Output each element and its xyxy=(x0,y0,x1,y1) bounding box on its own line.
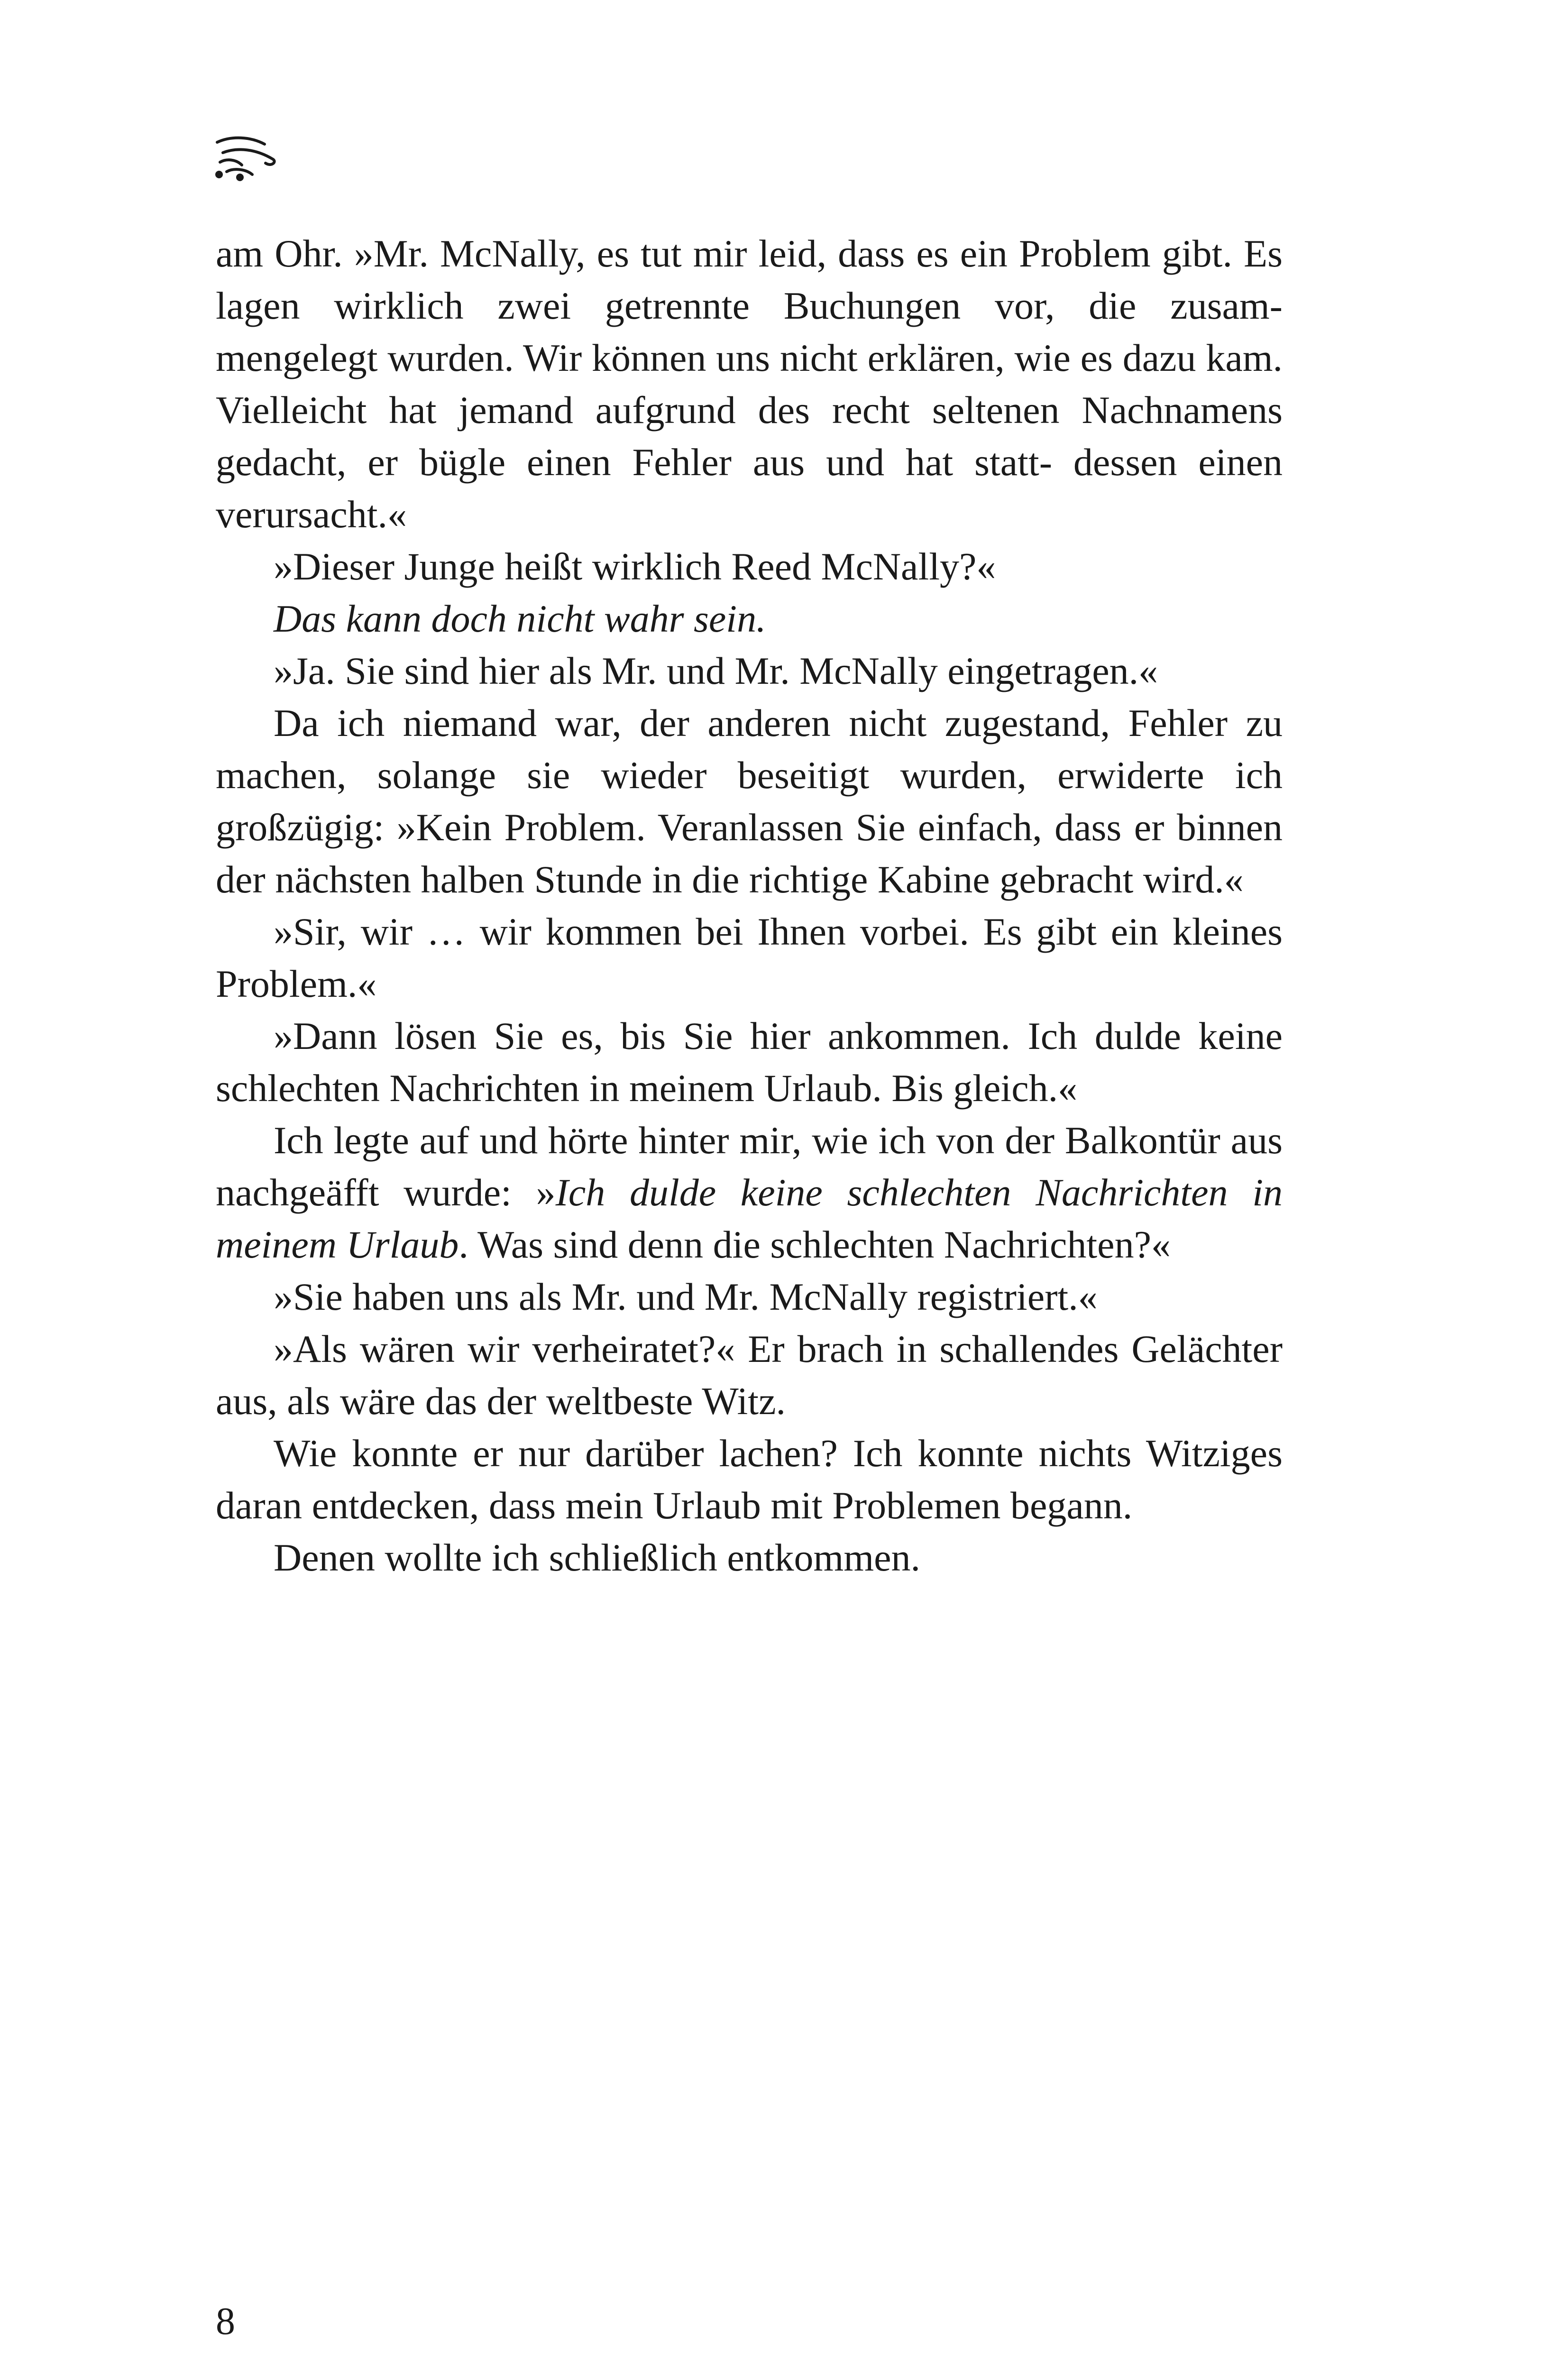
paragraph-5 xyxy=(216,697,1283,906)
page-number: 8 xyxy=(216,2299,235,2343)
italic-quote: Nachrichten in meinem Urlaub xyxy=(216,1171,1283,1266)
text-line: am Ohr. »Mr. McNally, es tut mir leid, dass es ein Problem gibt. xyxy=(216,232,1232,275)
text-line: dessen einen verursacht.« xyxy=(216,441,1283,536)
text-line: Es lagen wirklich zwei getrennte Buchungen vor, die zusam- xyxy=(216,232,1283,327)
text-line: »Ja. Sie sind hier als Mr. und Mr. McNally eingetragen.« xyxy=(274,649,1158,692)
paragraph-2 xyxy=(216,541,1283,593)
text-line: mengelegt wurden. Wir können uns nicht erklären, wie es xyxy=(216,336,1113,379)
italic-line: Das kann doch nicht wahr sein. xyxy=(274,597,766,640)
text-line: zu machen, solange sie wieder beseitigt wurden, erwiderte ich xyxy=(216,701,1283,797)
text-line: begann. xyxy=(1010,1484,1133,1527)
text-line: binnen der nächsten halben Stunde in die richtige Kabine xyxy=(216,806,1283,901)
text-line: Balkontür aus nachgeäfft wurde: » xyxy=(216,1119,1283,1214)
text-line: gebracht wird.« xyxy=(999,858,1244,901)
paragraph-12 xyxy=(216,1532,1283,1584)
text-line: großzügig: »Kein Problem. Veranlassen Sie einfach, dass er xyxy=(216,806,1165,849)
text-line: schlechten Nachrichten in meinem Urlaub. Bis gleich.« xyxy=(216,1066,1078,1110)
text-line: Witziges daran entdecken, dass mein Urlaub mit Problemen xyxy=(216,1432,1283,1527)
body-text xyxy=(216,228,1283,1584)
text-line: »Sir, wir … wir kommen bei Ihnen vorbei. Es gibt ein xyxy=(274,910,1158,953)
italic-quote: Ich dulde keine schlechten xyxy=(555,1171,1011,1214)
text-line: kleines Problem.« xyxy=(216,910,1283,1005)
text-line: »Dann lösen Sie es, bis Sie hier ankommen. Ich dulde keine xyxy=(274,1014,1283,1057)
paragraph-3 xyxy=(216,593,1283,645)
text-line: Nachrichten?« xyxy=(944,1223,1171,1266)
paragraph-10 xyxy=(216,1323,1283,1427)
text-line: Gelächter aus, als wäre das der weltbeste Witz. xyxy=(216,1327,1283,1423)
text-line: »Sie haben uns als Mr. und Mr. McNally registriert.« xyxy=(274,1275,1098,1318)
paragraph-11 xyxy=(216,1427,1283,1532)
text-line: Denen wollte ich schließlich entkommen. xyxy=(274,1536,921,1579)
paragraph-4 xyxy=(216,645,1283,697)
text-line: Nachnamens gedacht, er bügle einen Fehler aus und hat statt- xyxy=(216,388,1283,484)
paragraph-9 xyxy=(216,1271,1283,1323)
text-line: Ich legte auf und hörte hinter mir, wie ich von der xyxy=(274,1119,1055,1162)
text-line: »Als wären wir verheiratet?« Er brach in schallendes xyxy=(274,1327,1119,1370)
text-line: »Dieser Junge heißt wirklich Reed McNally?« xyxy=(274,545,996,588)
text-line: Wie konnte er nur darüber lachen? Ich konnte nichts xyxy=(274,1432,1132,1475)
paragraph-1 xyxy=(216,228,1283,541)
flourish-ornament-icon xyxy=(212,134,279,181)
text-line: Da ich niemand war, der anderen nicht zugestand, Fehler xyxy=(274,701,1228,744)
text-line: dazu kam. Vielleicht hat jemand aufgrund des recht seltenen xyxy=(216,336,1283,432)
paragraph-7 xyxy=(216,1010,1283,1114)
text-line: . Was sind denn die schlechten xyxy=(458,1223,935,1266)
paragraph-8 xyxy=(216,1114,1283,1271)
paragraph-6 xyxy=(216,906,1283,1010)
